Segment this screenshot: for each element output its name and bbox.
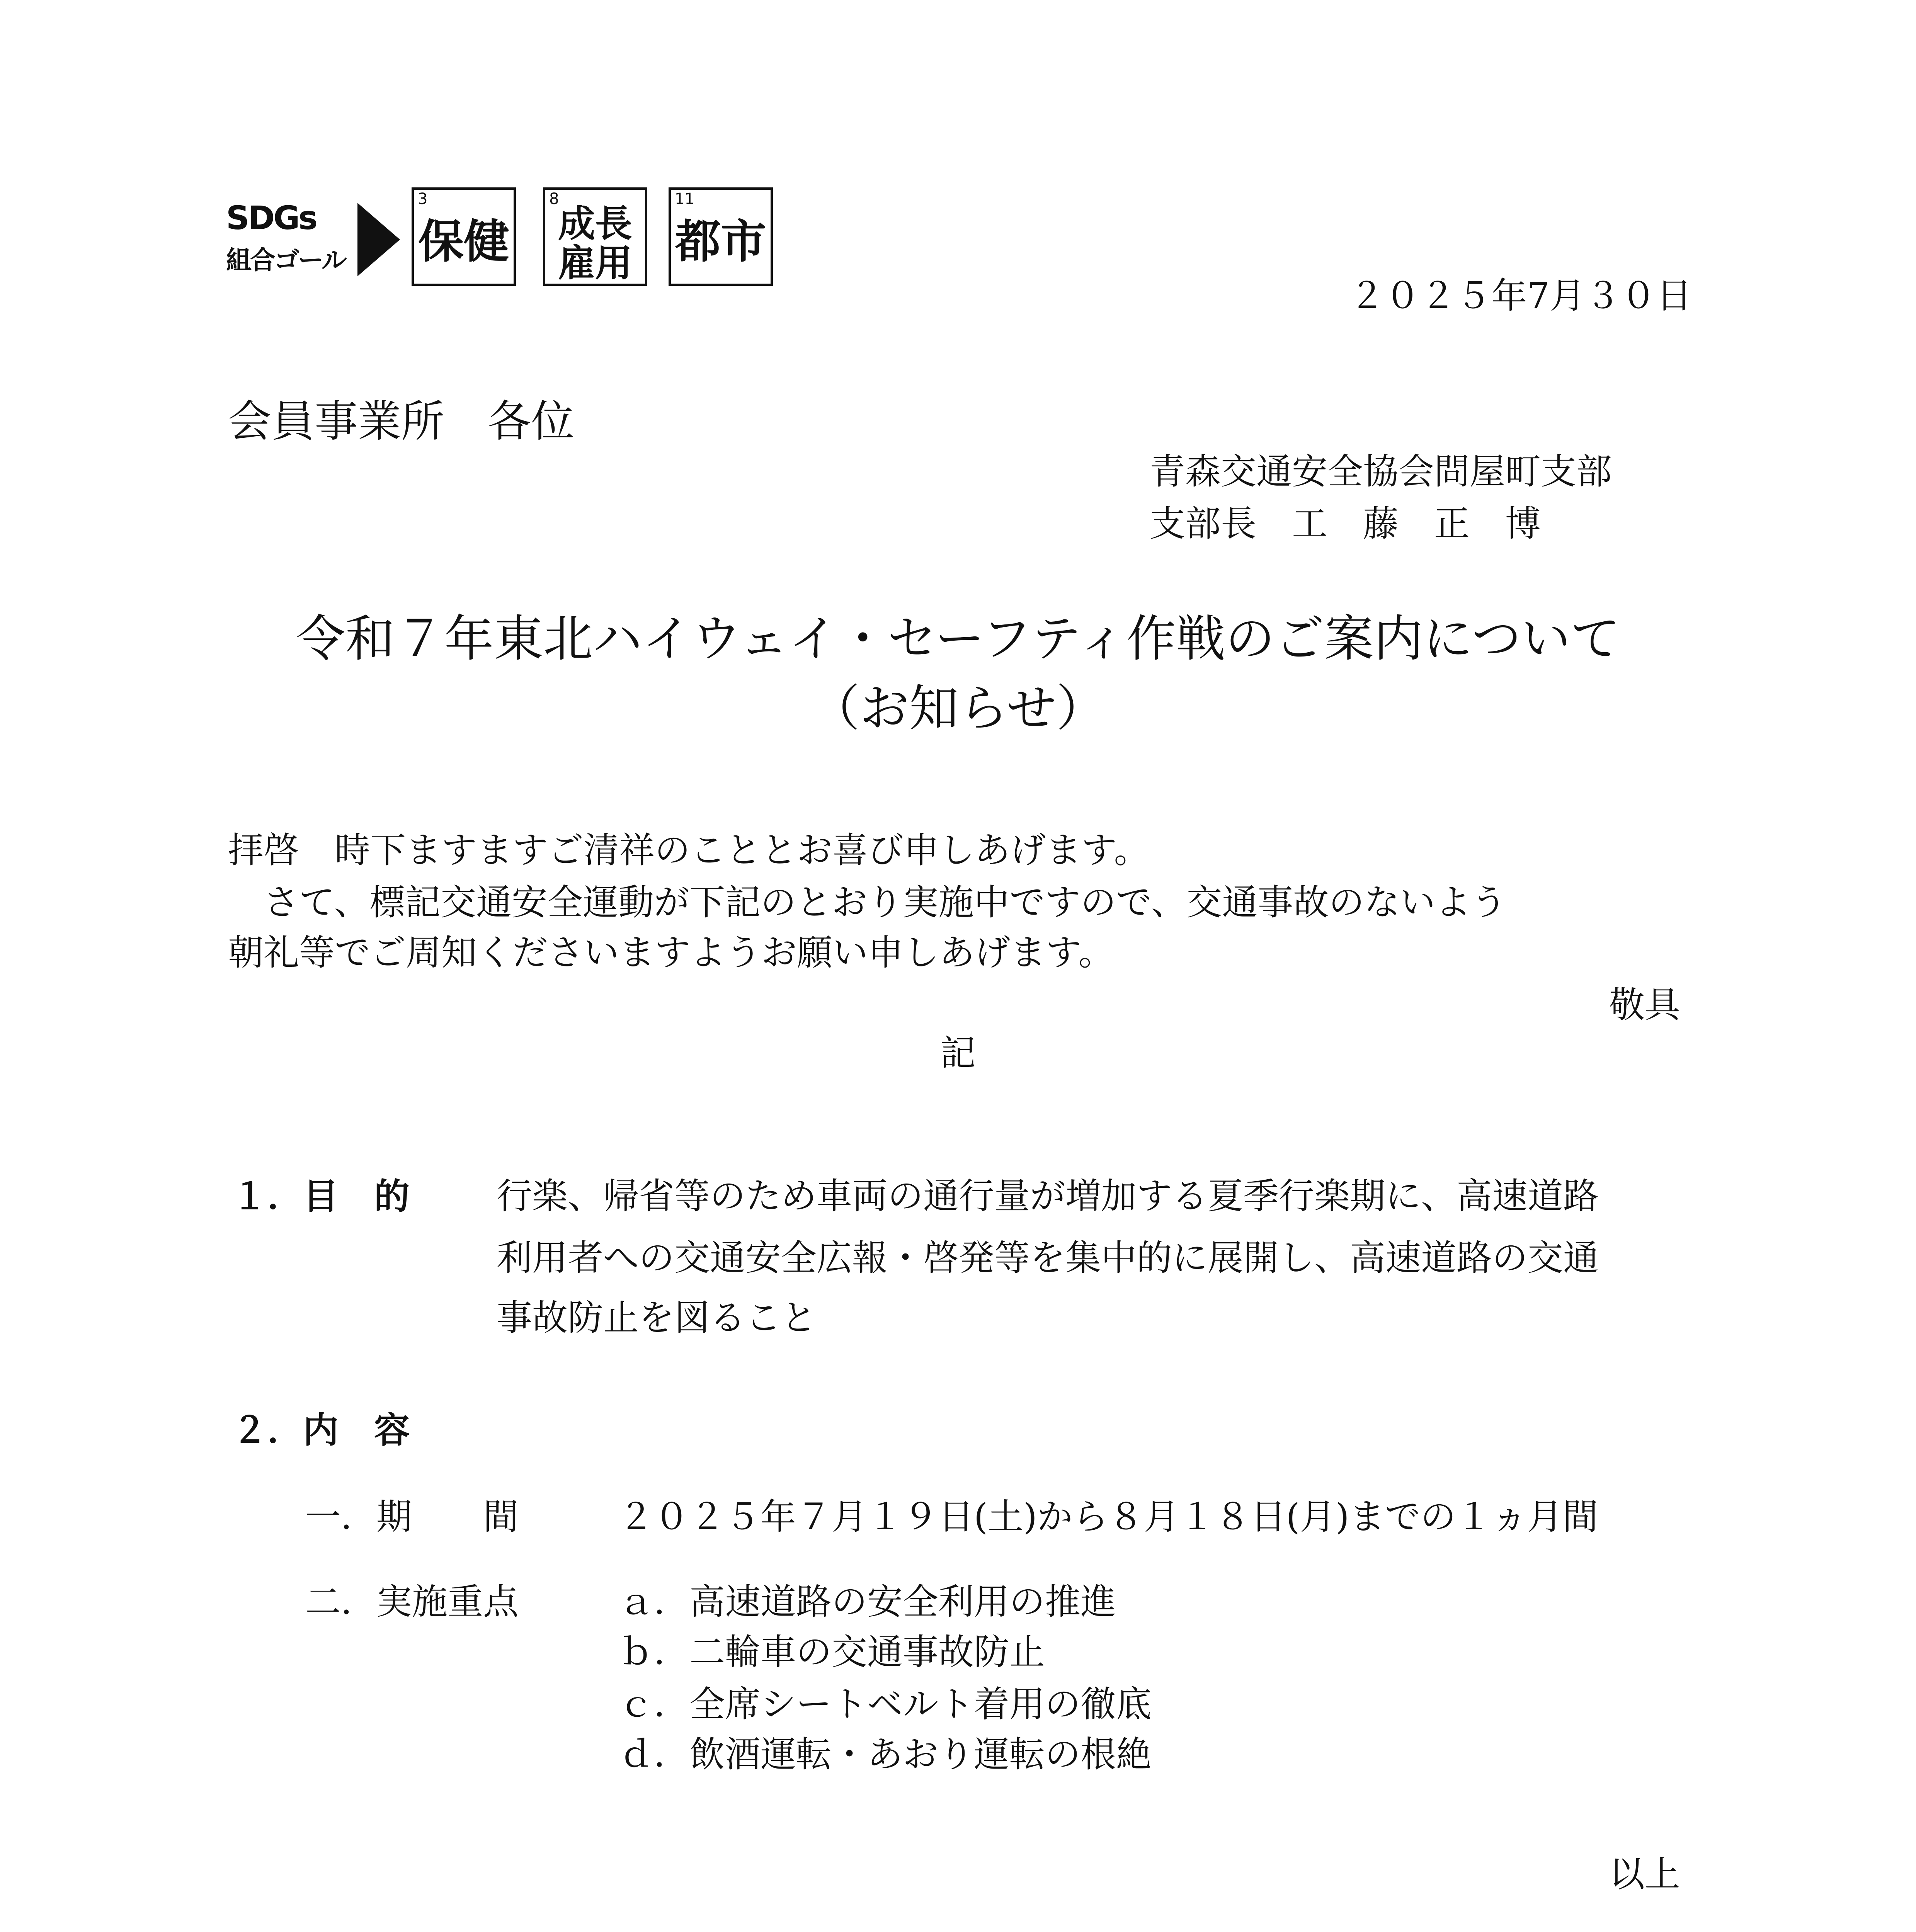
period-label: 一．期 間 (305, 1496, 519, 1537)
sdg-goal-label: 雇用 (558, 242, 632, 285)
focus-label: 二．実施重点 (305, 1581, 519, 1622)
sdg-goal-3-badge (412, 187, 516, 286)
period-value: ２０２５年７月１９日(土)から８月１８日(月)までの１ヵ月間 (618, 1496, 1598, 1537)
sdgs-subtitle: 組合ゴール (226, 245, 345, 275)
sender-name: 支部長 工 藤 正 博 (1150, 503, 1541, 544)
focus-item: ｄ．飲酒運転・あおり運転の根絶 (618, 1734, 1152, 1775)
focus-item: ａ．高速道路の安全利用の推進 (618, 1581, 1116, 1622)
sender-organization: 青森交通安全協会問屋町支部 (1150, 451, 1612, 492)
body-line: さて、標記交通安全運動が下記のとおり実施中ですので、交通事故のないよう (228, 882, 1507, 923)
sdg-goal-label: 都市 (675, 215, 766, 268)
page-title: 令和７年東北ハイウェイ・セーフティ作戦のご案内について (296, 610, 1620, 668)
ki-marker: 記 (940, 1032, 976, 1074)
purpose-line: 事故防止を図ること (497, 1297, 817, 1338)
purpose-heading: １．目 的 (232, 1175, 410, 1217)
addressee: 会員事業所 各位 (228, 396, 574, 447)
purpose-line: 行楽、帰省等のため車両の通行量が増加する夏季行楽期に、高速道路 (497, 1175, 1599, 1217)
sdg-goal-number: 11 (675, 190, 694, 208)
sdg-goal-label: 保健 (418, 215, 509, 268)
sdgs-title: SDGs (226, 199, 316, 237)
sdg-goal-11-badge (669, 187, 773, 286)
focus-item: ｂ．二輪車の交通事故防止 (618, 1631, 1045, 1673)
sdg-goal-label: 成長 (558, 202, 632, 245)
closing-keigu: 敬具 (1609, 984, 1680, 1026)
greeting-line: 拝啓 時下ますますご清祥のこととお喜び申しあげます。 (228, 830, 1150, 871)
document-date: ２０２５年7月３０日 (1349, 275, 1692, 316)
ending-ijou: 以上 (1609, 1854, 1680, 1895)
page-subtitle: （お知らせ） (810, 680, 1106, 737)
sdg-goal-number: 8 (549, 190, 559, 208)
sdg-goal-number: 3 (418, 190, 428, 208)
sdgs-logo (226, 199, 345, 288)
purpose-line: 利用者への交通安全広報・啓発等を集中的に展開し、高速道路の交通 (497, 1237, 1599, 1279)
content-heading: ２．内 容 (232, 1409, 410, 1451)
body-line: 朝礼等でご周知くださいますようお願い申しあげます。 (228, 932, 1114, 973)
focus-item: ｃ．全席シートベルト着用の徹底 (618, 1684, 1152, 1725)
arrow-right-icon (357, 203, 400, 276)
sdg-goal-8-badge (543, 187, 647, 286)
